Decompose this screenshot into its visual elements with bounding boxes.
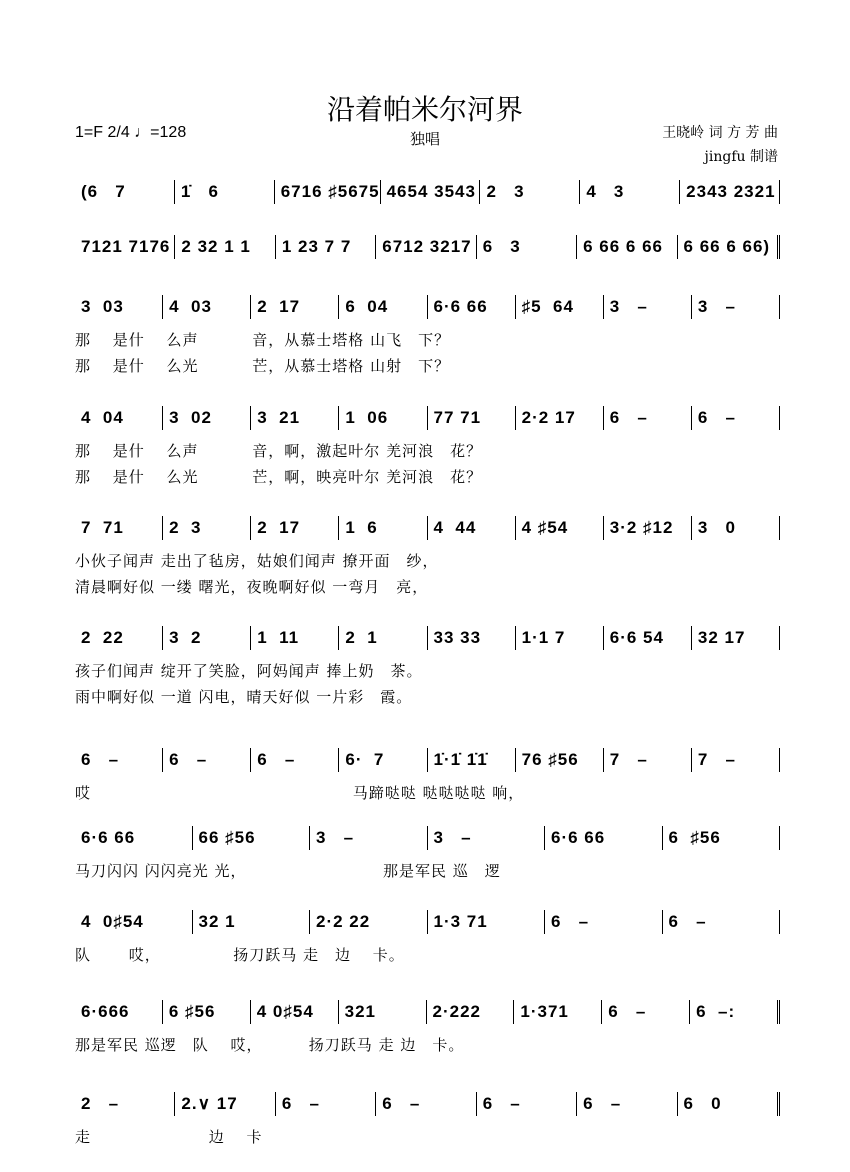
lyric-line: 马刀闪闪 闪闪亮光 光， 那是军民 巡 逻 xyxy=(75,862,501,880)
measure: 4 44 xyxy=(428,516,516,540)
measure: 6·6 66 xyxy=(545,826,663,850)
notation-line xyxy=(75,180,780,204)
time-signature: 2/4 xyxy=(107,124,130,141)
measure: 3 – xyxy=(428,826,546,850)
notation-line xyxy=(75,1092,780,1116)
song-title: 沿着帕米尔河界 xyxy=(326,93,523,126)
measure: 7121 7176 xyxy=(75,235,175,259)
measure: 3 – xyxy=(310,826,428,850)
measure: 1·3 71 xyxy=(428,910,546,934)
measure: 3 – xyxy=(604,295,692,319)
measure: 3 2 xyxy=(163,626,251,650)
measure: 1̇ 6 xyxy=(175,180,275,204)
measure: 6 66 6 66) xyxy=(678,235,780,259)
measure: 3 – xyxy=(692,295,780,319)
lyric-line: 那 是什 么光 芒，从慕士塔格 山射 下？ xyxy=(75,357,451,375)
measure: 6 – xyxy=(604,406,692,430)
measure: 6 0 xyxy=(678,1092,780,1116)
measure: 4 0♯54 xyxy=(75,910,193,934)
measure: 6 – xyxy=(663,910,781,934)
measure: 6·666 xyxy=(75,1000,163,1024)
notation-line xyxy=(75,295,780,319)
measure: 1 11 xyxy=(251,626,339,650)
notation-line xyxy=(75,406,780,430)
lyric-line: 那 是什 么声 音，从慕士塔格 山飞 下？ xyxy=(75,331,451,349)
measure: 1·371 xyxy=(514,1000,602,1024)
measure: 2 22 xyxy=(75,626,163,650)
lyric-line: 哎 马蹄哒哒 哒哒哒哒 响， xyxy=(75,784,525,802)
lyric-line: 那 是什 么声 音，啊，激起叶尔 羌河浪 花？ xyxy=(75,442,483,460)
measure: 6 66 6 66 xyxy=(577,235,677,259)
notation-line xyxy=(75,516,780,540)
measure: 2·222 xyxy=(427,1000,515,1024)
measure: 4 0♯54 xyxy=(251,1000,339,1024)
measure: 2 1 xyxy=(339,626,427,650)
measure: 7 71 xyxy=(75,516,163,540)
measure: 1 23 7 7 xyxy=(276,235,376,259)
measure: 6 – xyxy=(577,1092,677,1116)
measure: 3 03 xyxy=(75,295,163,319)
measure: 4 03 xyxy=(163,295,251,319)
measure: 66 ♯56 xyxy=(193,826,311,850)
key: 1=F xyxy=(75,124,104,141)
notation-line xyxy=(75,826,780,850)
lyric-line: 雨中啊好似 一道 闪电，晴天好似 一片彩 霞。 xyxy=(75,688,413,706)
measure: 1 6 xyxy=(339,516,427,540)
key-signature xyxy=(75,124,186,142)
measure: 4654 3543 xyxy=(381,180,481,204)
measure: 6 – xyxy=(251,748,339,772)
measure: 6 – xyxy=(477,1092,577,1116)
measure: 2343 2321 xyxy=(680,180,780,204)
measure: 6 – xyxy=(163,748,251,772)
measure: 6 – xyxy=(276,1092,376,1116)
measure: 2.∨ 17 xyxy=(175,1092,275,1116)
measure: 6716 ♯5675 xyxy=(275,180,381,204)
measure: 76 ♯56 xyxy=(516,748,604,772)
measure: 2 17 xyxy=(251,516,339,540)
measure: 2 3 xyxy=(480,180,580,204)
measure: 2 32 1 1 xyxy=(175,235,275,259)
measure: 3·2 ♯12 xyxy=(604,516,692,540)
credits: 王晓岭 词 方 芳 曲 xyxy=(662,125,778,141)
measure: 4 04 xyxy=(75,406,163,430)
measure: 6 – xyxy=(75,748,163,772)
measure: 321 xyxy=(339,1000,427,1024)
measure: 7 – xyxy=(692,748,780,772)
lyric-line: 那 是什 么光 芒，啊，映亮叶尔 羌河浪 花？ xyxy=(75,468,483,486)
lyric-line: 清晨啊好似 一缕 曙光，夜晚啊好似 一弯月 亮， xyxy=(75,578,429,596)
measure: 1·1 7 xyxy=(516,626,604,650)
measure: 6 04 xyxy=(339,295,427,319)
notation-line xyxy=(75,626,780,650)
measure: 2 3 xyxy=(163,516,251,540)
measure: 3 21 xyxy=(251,406,339,430)
notation-line xyxy=(75,910,780,934)
measure: 6 3 xyxy=(477,235,577,259)
measure: 6·6 54 xyxy=(604,626,692,650)
lyric-line: 那是军民 巡逻 队 哎， 扬刀跃马 走 边 卡。 xyxy=(75,1036,465,1054)
measure: 6 – xyxy=(602,1000,690,1024)
measure: 6 –: xyxy=(690,1000,780,1024)
measure: 3 02 xyxy=(163,406,251,430)
measure: 6 ♯56 xyxy=(163,1000,251,1024)
measure: 6 – xyxy=(376,1092,476,1116)
tempo: ♩=128 xyxy=(134,124,187,141)
measure: 6·6 66 xyxy=(75,826,193,850)
subtitle: 独唱 xyxy=(409,130,440,148)
measure: 7 – xyxy=(604,748,692,772)
measure: 1̇·1̇ 1̇1̇ xyxy=(428,748,516,772)
notation-line xyxy=(75,1000,780,1024)
measure: 6 ♯56 xyxy=(663,826,781,850)
measure: 2 – xyxy=(75,1092,175,1116)
measure: 4 3 xyxy=(580,180,680,204)
measure: 32 1 xyxy=(193,910,311,934)
measure: 4 ♯54 xyxy=(516,516,604,540)
notation-line xyxy=(75,748,780,772)
measure: 2·2 22 xyxy=(310,910,428,934)
measure: 2·2 17 xyxy=(516,406,604,430)
lyric-line: 小伙子闻声 走出了毡房，姑娘们闻声 撩开面 纱， xyxy=(75,552,439,570)
lyric-line: 走 边 卡 xyxy=(75,1128,263,1146)
measure: ♯5 64 xyxy=(516,295,604,319)
measure: 6·6 66 xyxy=(428,295,516,319)
lyric-line: 孩子们闻声 绽开了笑脸，阿妈闻声 捧上奶 茶。 xyxy=(75,662,423,680)
measure: 33 33 xyxy=(428,626,516,650)
lyric-line: 队 哎， 扬刀跃马 走 边 卡。 xyxy=(75,946,405,964)
arranger: jingfu 制谱 xyxy=(704,149,778,165)
measure: 1 06 xyxy=(339,406,427,430)
measure: 6712 3217 xyxy=(376,235,476,259)
notation-line xyxy=(75,235,780,259)
measure: 32 17 xyxy=(692,626,780,650)
measure: 6 – xyxy=(692,406,780,430)
measure: 2 17 xyxy=(251,295,339,319)
measure: 6 – xyxy=(545,910,663,934)
measure: (6 7 xyxy=(75,180,175,204)
measure: 3 0 xyxy=(692,516,780,540)
measure: 77 71 xyxy=(428,406,516,430)
measure: 6· 7 xyxy=(339,748,427,772)
